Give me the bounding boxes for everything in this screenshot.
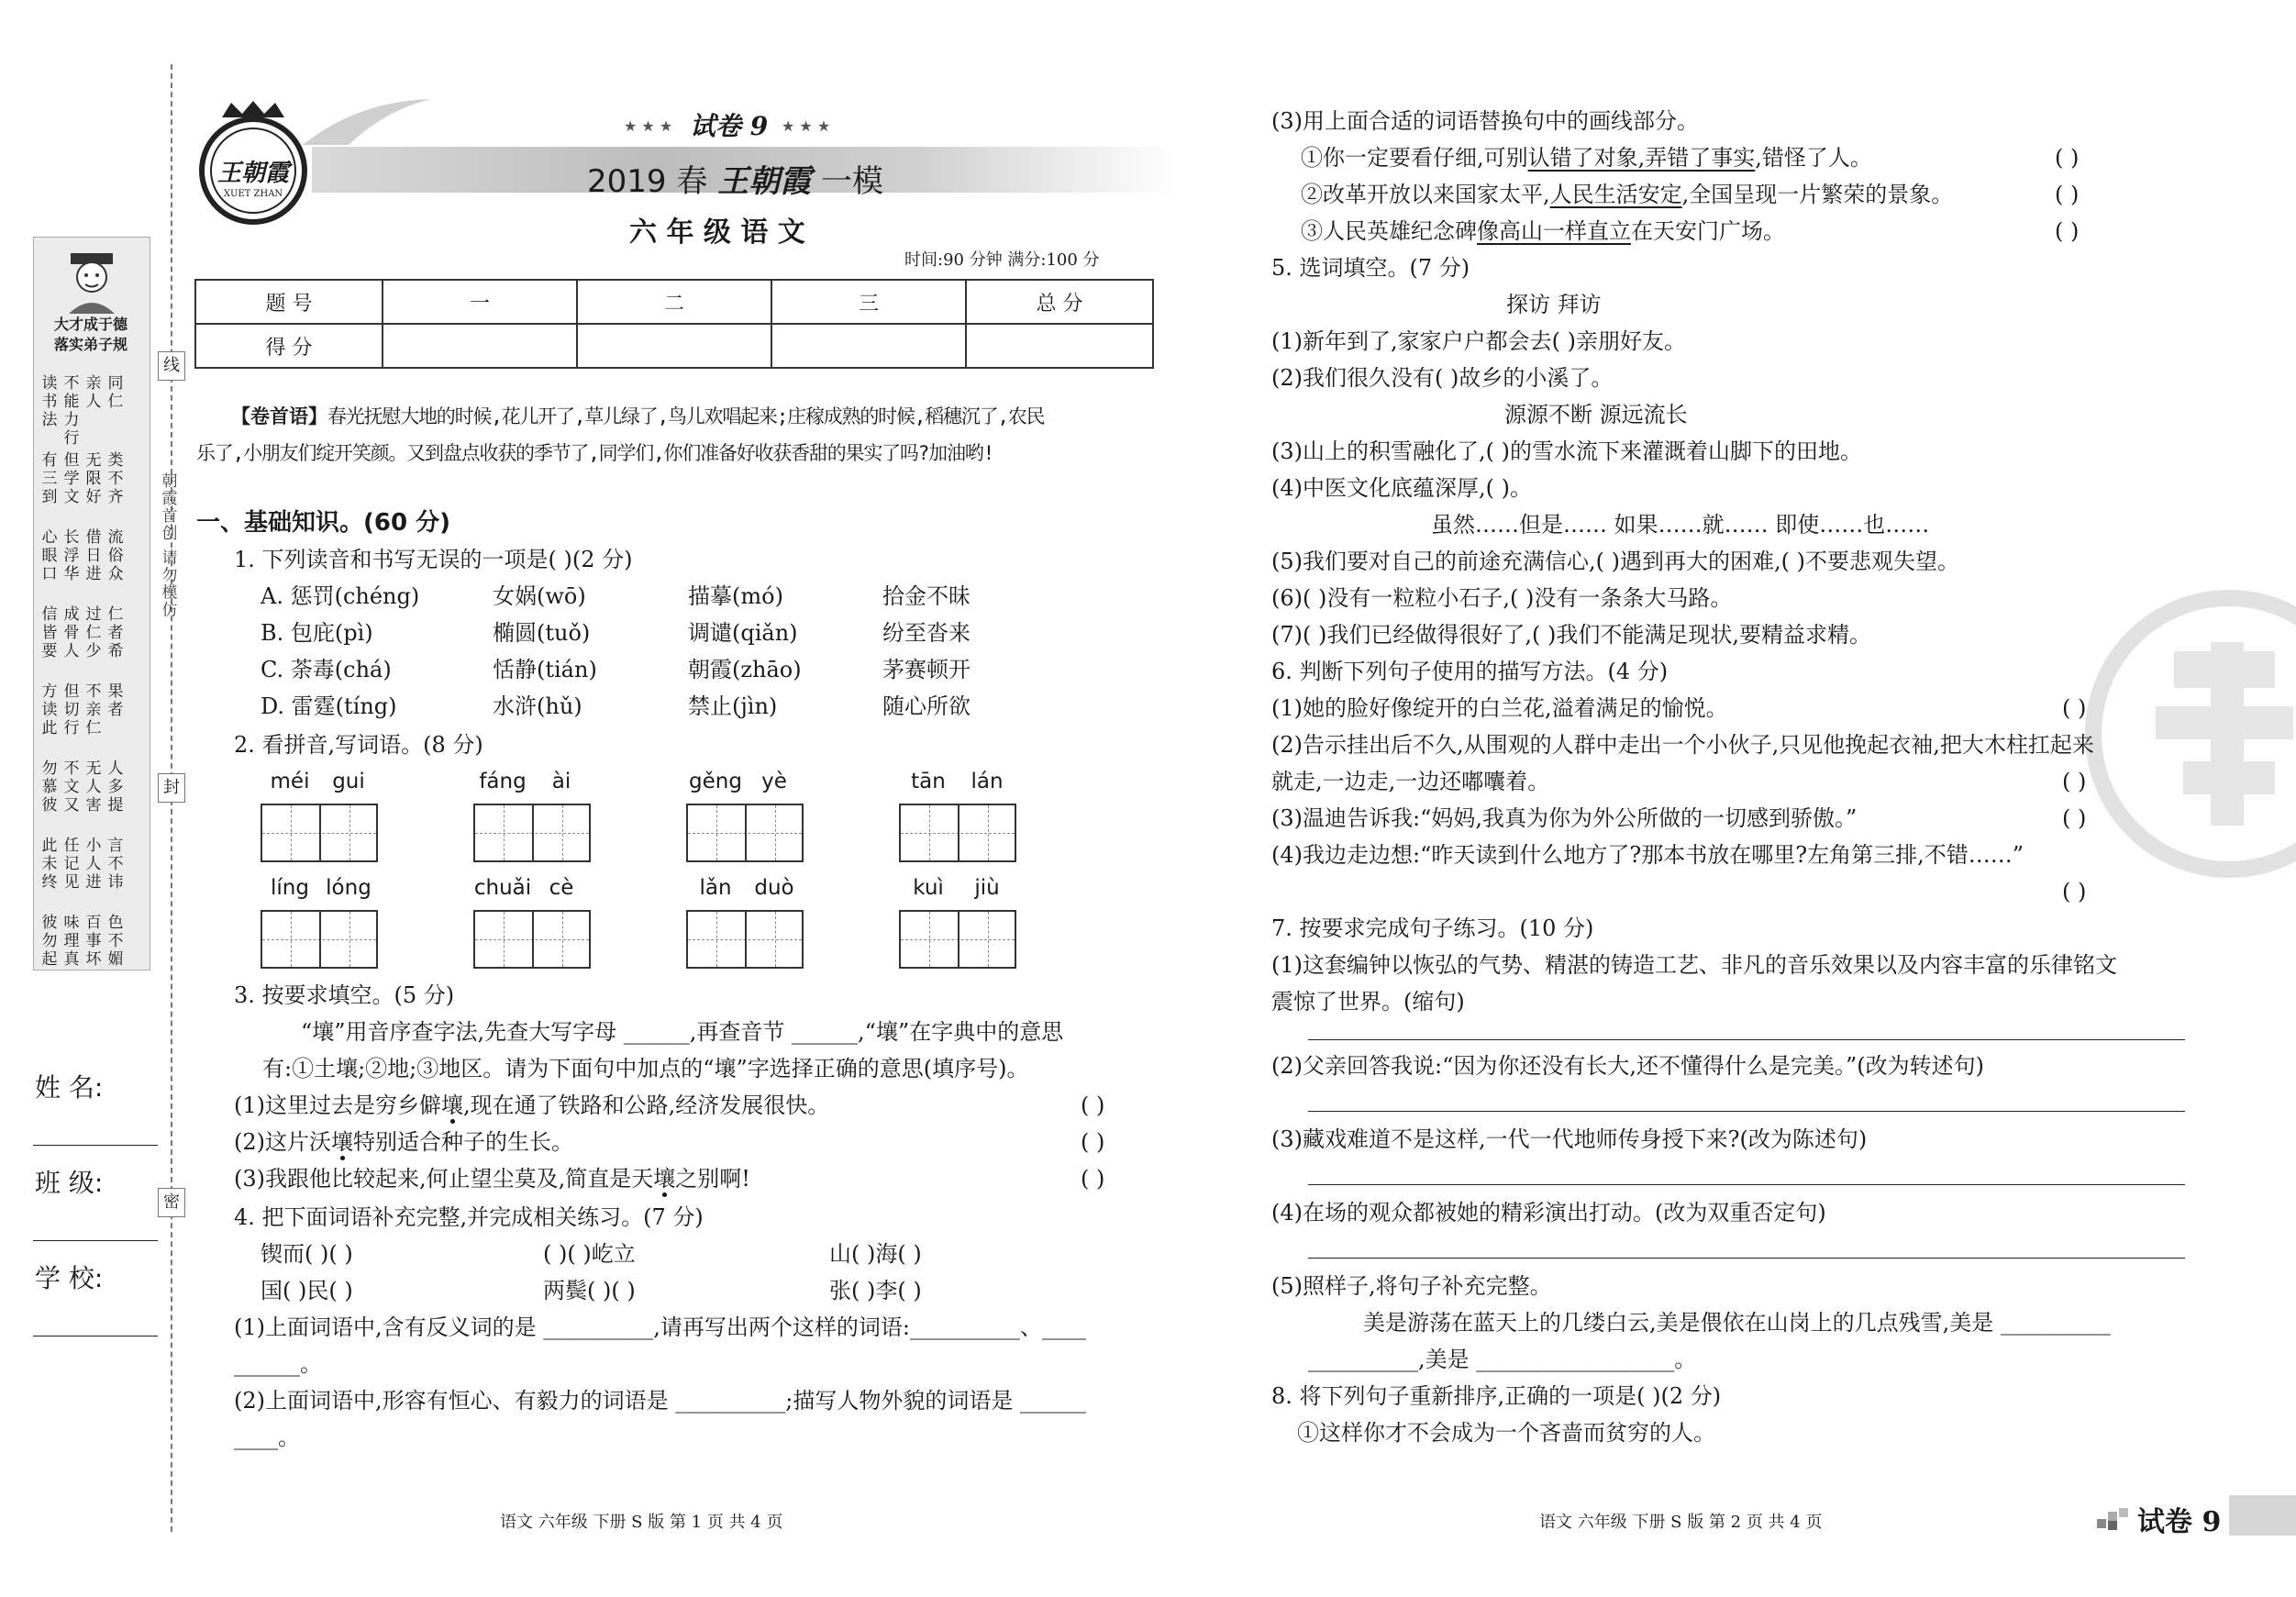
q3-item-1: (1)这里过去是穷乡僻壤,现在通了铁路和公路,经济发展很快。 — [234, 1092, 830, 1118]
pinyin-label: lán — [971, 770, 1004, 793]
q4-word: 山( )海( ) — [829, 1241, 922, 1267]
pinyin-label: duò — [754, 876, 794, 900]
intro-line-2: 乐了,小朋友们绽开笑颜。又到盘点收获的季节了,同学们,你们准备好收获香甜的果实了吗?加油哟! — [196, 442, 994, 464]
q3-answer-3[interactable]: ( ) — [1081, 1166, 1105, 1192]
dizigui-column: 长浮华 — [63, 528, 80, 583]
dizigui-column: 色不媚 — [107, 914, 124, 969]
q6-line-2b: 就走,一边走,一边还嘟囔着。 — [1271, 769, 1550, 794]
score-row — [195, 324, 1153, 368]
q5-words-2: 源源不断 源远流长 — [1504, 402, 1688, 427]
q1-option-cell: 描摹(mó) — [688, 583, 783, 609]
q7-answer-line-1[interactable] — [1308, 1039, 2185, 1040]
cut-mark-feng: 封 — [158, 773, 185, 803]
q1-option-cell: 禁止(jìn) — [688, 693, 778, 719]
dizigui-column: 流俗众 — [107, 528, 124, 583]
r-q3-stem: (3)用上面合适的词语替换句中的画线部分。 — [1271, 108, 1699, 134]
score-input[interactable] — [383, 324, 577, 368]
writing-grid-box[interactable] — [473, 910, 591, 969]
dizigui-column: 勿慕彼 — [41, 760, 58, 815]
q1-option-cell: 纷至沓来 — [882, 620, 971, 646]
q6-answer-3[interactable]: ( ) — [2062, 805, 2087, 831]
q5-item-5: (5)我们要对自己的前途充满信心,( )遇到再大的困难,( )不要悲观失望。 — [1271, 549, 1959, 574]
r-q3-item-2: ②改革开放以来国家太平,人民生活安定,全国呈现一片繁荣的景象。 — [1301, 182, 1954, 207]
q6-stem: 6. 判断下列句子使用的描写方法。(4 分) — [1271, 659, 1669, 684]
q4-sub-1a: (1)上面词语中,含有反义词的是 __________,请再写出两个这样的词语:__________、____ — [234, 1314, 1086, 1340]
dizigui-column: 仁者希 — [107, 605, 124, 660]
r-q3-item-1: ①你一定要看仔细,可别认错了对象,弄错了事实,错怪了人。 — [1301, 145, 1872, 171]
intro-label: 【卷首语】 — [231, 405, 327, 427]
dizigui-column: 但学文 — [63, 451, 80, 506]
q5-words-1: 探访 拜访 — [1506, 292, 1602, 317]
dizigui-column: 不文又 — [63, 760, 80, 815]
score-input[interactable] — [966, 324, 1153, 368]
score-cell: 题 号 — [195, 280, 383, 324]
motto-2: 落实弟子规 — [53, 336, 128, 353]
dizigui-column: 此未终 — [41, 837, 58, 892]
q3-line-2: 有:①土壤;②地;③地区。请为下面句中加点的“壤”字选择正确的意思(填序号)。 — [262, 1056, 1029, 1081]
q7-line-1b: 震惊了世界。(缩句) — [1271, 989, 1465, 1015]
q1-option-cell[interactable]: B. 包庇(pì) — [261, 620, 373, 646]
q7-answer-line-4[interactable] — [1308, 1258, 2185, 1259]
q1-option-cell: 随心所欲 — [882, 693, 971, 719]
pinyin-label: méi — [270, 770, 310, 793]
q1-option-cell[interactable]: D. 雷霆(tíng) — [261, 693, 397, 719]
dizigui-column: 无限好 — [85, 451, 102, 506]
notice-vertical: 朝霞首创 请勿模仿 — [158, 472, 177, 619]
score-cell: 二 — [577, 280, 771, 324]
score-cell: 得 分 — [195, 324, 383, 368]
time-info: 时间:90 分钟 满分:100 分 — [904, 250, 1100, 270]
dizigui-column: 彼勿起 — [41, 914, 58, 969]
q5-item-1: (1)新年到了,家家户户都会去( )亲朋好友。 — [1271, 328, 1686, 354]
exam-subtitle: 六 年 级 语 文 — [629, 216, 805, 249]
dizigui-column: 不亲仁 — [85, 682, 102, 738]
pinyin-label: fáng — [479, 770, 527, 793]
q2-stem: 2. 看拼音,写词语。(8 分) — [234, 732, 483, 758]
title-year: 2019 春 — [587, 163, 708, 200]
pinyin-label: gěng — [689, 770, 742, 793]
intro-line-1 — [231, 402, 1044, 429]
score-table — [194, 279, 1154, 369]
q4-sub-2a: (2)上面词语中,形容有恒心、有毅力的词语是 __________;描写人物外貌的词语是 ______ — [234, 1388, 1086, 1414]
pinyin-label: ài — [551, 770, 571, 793]
q6-answer-1[interactable]: ( ) — [2062, 695, 2087, 721]
logo-sub: XUET ZHAN — [223, 189, 283, 199]
dizigui-column: 任记见 — [63, 837, 80, 892]
pinyin-label: cè — [549, 876, 574, 900]
score-header-row — [195, 280, 1153, 324]
pinyin-label: kuì — [913, 876, 944, 900]
q5-words-3: 虽然……但是…… 如果……就…… 即使……也…… — [1431, 512, 1930, 538]
q7-line-2: (2)父亲回答我说:“因为你还没有长大,还不懂得什么是完美。”(改为转述句) — [1271, 1053, 1984, 1079]
dizigui-column: 过仁少 — [85, 605, 102, 660]
q6-answer-4[interactable]: ( ) — [2062, 879, 2087, 904]
q1-option-cell: 茅赛顿开 — [882, 657, 971, 682]
q7-answer-line-3[interactable] — [1308, 1184, 2185, 1185]
r-q3-item-3: ③人民英雄纪念碑像高山一样直立在天安门广场。 — [1301, 218, 1785, 244]
footer-left: 语文 六年级 下册 S 版 第 1 页 共 4 页 — [500, 1513, 783, 1532]
q1-option-cell: 恬静(tián) — [493, 657, 597, 682]
dizigui-column: 亲人 — [85, 374, 102, 411]
pinyin-label: yè — [761, 770, 787, 793]
intro-text-1: 春光抚慰大地的时候,花儿开了,草儿绿了,鸟儿欢唱起来;庄稼成熟的时候,稻穗沉了,农民 — [327, 405, 1045, 427]
dizigui-column: 方读此 — [41, 682, 58, 738]
cut-mark-mi: 密 — [158, 1188, 185, 1217]
dizigui-column: 百事坏 — [85, 914, 102, 969]
stars-left: ★ ★ ★ — [624, 117, 673, 135]
dizigui-column: 类不齐 — [107, 451, 124, 506]
q3-answer-2[interactable]: ( ) — [1081, 1129, 1105, 1155]
q1-option-cell: 拾金不昧 — [882, 583, 971, 609]
q8-line-1: ①这样你才不会成为一个吝啬而贫穷的人。 — [1297, 1420, 1715, 1446]
motto-1: 大才成于德 — [53, 316, 128, 333]
q6-line-1: (1)她的脸好像绽开的白兰花,溢着满足的愉悦。 — [1271, 695, 1728, 721]
pinyin-label: gui — [332, 770, 365, 793]
dizigui-column: 小人进 — [85, 837, 102, 892]
dizigui-column: 有三到 — [41, 451, 58, 506]
dizigui-column: 果者 — [107, 682, 124, 719]
q3-stem: 3. 按要求填空。(5 分) — [234, 982, 455, 1008]
score-cell: 三 — [771, 280, 966, 324]
writing-grid-box[interactable] — [899, 804, 1016, 862]
q5-item-2: (2)我们很久没有( )故乡的小溪了。 — [1271, 365, 1614, 391]
score-input[interactable] — [771, 324, 966, 368]
dizigui-column: 同仁 — [107, 374, 124, 411]
q4-word: 国( )民( ) — [261, 1278, 353, 1303]
dizigui-column: 借日进 — [85, 528, 102, 583]
name-field[interactable] — [33, 1145, 158, 1146]
q4-word: 张( )李( ) — [829, 1278, 922, 1303]
writing-grid-box[interactable] — [686, 804, 804, 862]
q7-line-3: (3)藏戏难道不是这样,一代一代地师传身授下来?(改为陈述句) — [1271, 1126, 1868, 1152]
pinyin-label: tān — [911, 770, 946, 793]
dizigui-column: 味理真 — [63, 914, 80, 969]
r-q3-answer-3[interactable]: ( ) — [2055, 218, 2080, 244]
q6-line-4: (4)我边走边想:“昨天读到什么地方了?那本书放在哪里?左角第三排,不错……” — [1271, 842, 2024, 868]
dizigui-column: 但切行 — [63, 682, 80, 738]
q1-option-cell: 女娲(wō) — [493, 583, 586, 609]
q8-stem: 8. 将下列句子重新排序,正确的一项是( )(2 分) — [1271, 1383, 1722, 1409]
q4-sub-1b: ______。 — [234, 1351, 322, 1377]
q4-sub-2b: ____。 — [234, 1425, 300, 1450]
pinyin-label: lǎn — [699, 876, 732, 900]
q5-item-4: (4)中医文化底蕴深厚,( )。 — [1271, 475, 1532, 501]
ribbon-swoosh — [303, 92, 440, 147]
writing-grid-box[interactable] — [261, 910, 378, 969]
dizigui-column: 读书法 — [41, 374, 58, 429]
dizigui-column: 成骨人 — [63, 605, 80, 660]
q5-item-3: (3)山上的积雪融化了,( )的雪水流下来灌溉着山脚下的田地。 — [1271, 438, 1862, 464]
exam-title — [587, 156, 883, 201]
q5-item-6: (6)( )没有一粒粒小石子,( )没有一条条大马路。 — [1271, 585, 1733, 611]
cut-mark-xian: 线 — [158, 351, 185, 381]
r-q3-answer-2[interactable]: ( ) — [2055, 182, 2080, 207]
title-brand: 王朝霞 — [717, 163, 812, 200]
q7-line-4: (4)在场的观众都被她的精彩演出打动。(改为双重否定句) — [1271, 1200, 1826, 1225]
q1-option-cell: 朝霞(zhāo) — [688, 657, 802, 682]
dizigui-column: 言不讳 — [107, 837, 124, 892]
school-label: 学 校: — [35, 1263, 104, 1293]
q1-option-cell[interactable]: A. 惩罚(chéng) — [261, 583, 420, 609]
footer-right: 语文 六年级 下册 S 版 第 2 页 共 4 页 — [1539, 1513, 1823, 1532]
test-number: 试卷 9 — [690, 111, 769, 141]
r-q3-answer-1[interactable]: ( ) — [2055, 145, 2080, 171]
q4-word: ( )( )屹立 — [543, 1241, 636, 1267]
q4-word: 两鬓( )( ) — [543, 1278, 636, 1303]
q5-stem: 5. 选词填空。(7 分) — [1271, 255, 1470, 281]
pinyin-label: lóng — [326, 876, 372, 900]
q5-item-7: (7)( )我们已经做得很好了,( )我们不能满足现状,要精益求精。 — [1271, 622, 1871, 648]
logo-text: 王朝霞 — [216, 160, 289, 187]
score-cell: 总 分 — [966, 280, 1153, 324]
dizigui-column: 无人害 — [85, 760, 102, 815]
stars-right: ★ ★ ★ — [782, 117, 831, 135]
q6-answer-2[interactable]: ( ) — [2062, 769, 2087, 794]
corner-tab — [2229, 1495, 2296, 1536]
q1-stem: 1. 下列读音和书写无误的一项是( )(2 分) — [234, 547, 633, 572]
writing-grid-box[interactable] — [899, 910, 1016, 969]
q3-item-3: (3)我跟他比较起来,何止望尘莫及,简直是天壤之别啊! — [234, 1166, 750, 1192]
pinyin-label: chuǎi — [473, 876, 532, 900]
corner-squares-icon — [2097, 1504, 2130, 1530]
title-suffix: 一模 — [820, 163, 883, 200]
dizigui-column: 心眼口 — [41, 528, 58, 583]
q7-line-5a: 美是游荡在蓝天上的几缕白云,美是偎依在山岗上的几点残雪,美是 __________ — [1363, 1310, 2111, 1336]
q1-option-cell: 调谴(qiǎn) — [688, 620, 798, 646]
q7-answer-line-2[interactable] — [1308, 1111, 2185, 1112]
score-input[interactable] — [577, 324, 771, 368]
q1-option-cell: 水浒(hǔ) — [493, 693, 582, 719]
pinyin-label: jiù — [974, 876, 1000, 900]
writing-grid-box[interactable] — [473, 804, 591, 862]
q3-answer-1[interactable]: ( ) — [1081, 1092, 1105, 1118]
dizigui-column: 不能力行 — [63, 374, 80, 448]
q6-line-3: (3)温迪告诉我:“妈妈,我真为你为外公所做的一切感到骄傲。” — [1271, 805, 1858, 831]
q4-word: 锲而( )( ) — [261, 1241, 353, 1267]
q1-option-cell[interactable]: C. 荼毒(chá) — [261, 657, 392, 682]
dizigui-column: 人多提 — [107, 760, 124, 815]
q1-option-cell: 椭圆(tuǒ) — [493, 620, 591, 646]
name-label: 姓 名: — [35, 1072, 104, 1103]
writing-grid-box[interactable] — [686, 910, 804, 969]
dizigui-column: 信皆要 — [41, 605, 58, 660]
writing-grid-box[interactable] — [261, 804, 378, 862]
q7-stem: 7. 按要求完成句子练习。(10 分) — [1271, 915, 1594, 941]
score-cell: 一 — [383, 280, 577, 324]
mascot-icon — [50, 248, 133, 314]
pinyin-label: líng — [271, 876, 309, 900]
corner-label: 试卷 9 — [2137, 1506, 2222, 1538]
q6-line-2a: (2)告示挂出后不久,从围观的人群中走出一个小伙子,只见他挽起衣袖,把大木柱扛起来 — [1271, 732, 2094, 758]
secret-watermark-icon — [2082, 587, 2296, 881]
q7-line-1a: (1)这套编钟以恢弘的气势、精湛的铸造工艺、非凡的音乐效果以及内容丰富的乐律铭文 — [1271, 952, 2117, 978]
section-1-title: 一、基础知识。(60 分) — [196, 509, 450, 537]
class-field[interactable] — [33, 1240, 158, 1241]
q7-line-5: (5)照样子,将句子补充完整。 — [1271, 1273, 1552, 1299]
q3-line-1: “壤”用音序查字法,先查大写字母 ______,再查音节 ______,“壤”在字典中的意思 — [301, 1019, 1064, 1045]
q7-line-5b: __________,美是 __________________。 — [1308, 1347, 1697, 1372]
q4-stem: 4. 把下面词语补充完整,并完成相关练习。(7 分) — [234, 1204, 704, 1230]
class-label: 班 级: — [35, 1168, 104, 1198]
q3-item-2: (2)这片沃壤特别适合种子的生长。 — [234, 1129, 573, 1155]
